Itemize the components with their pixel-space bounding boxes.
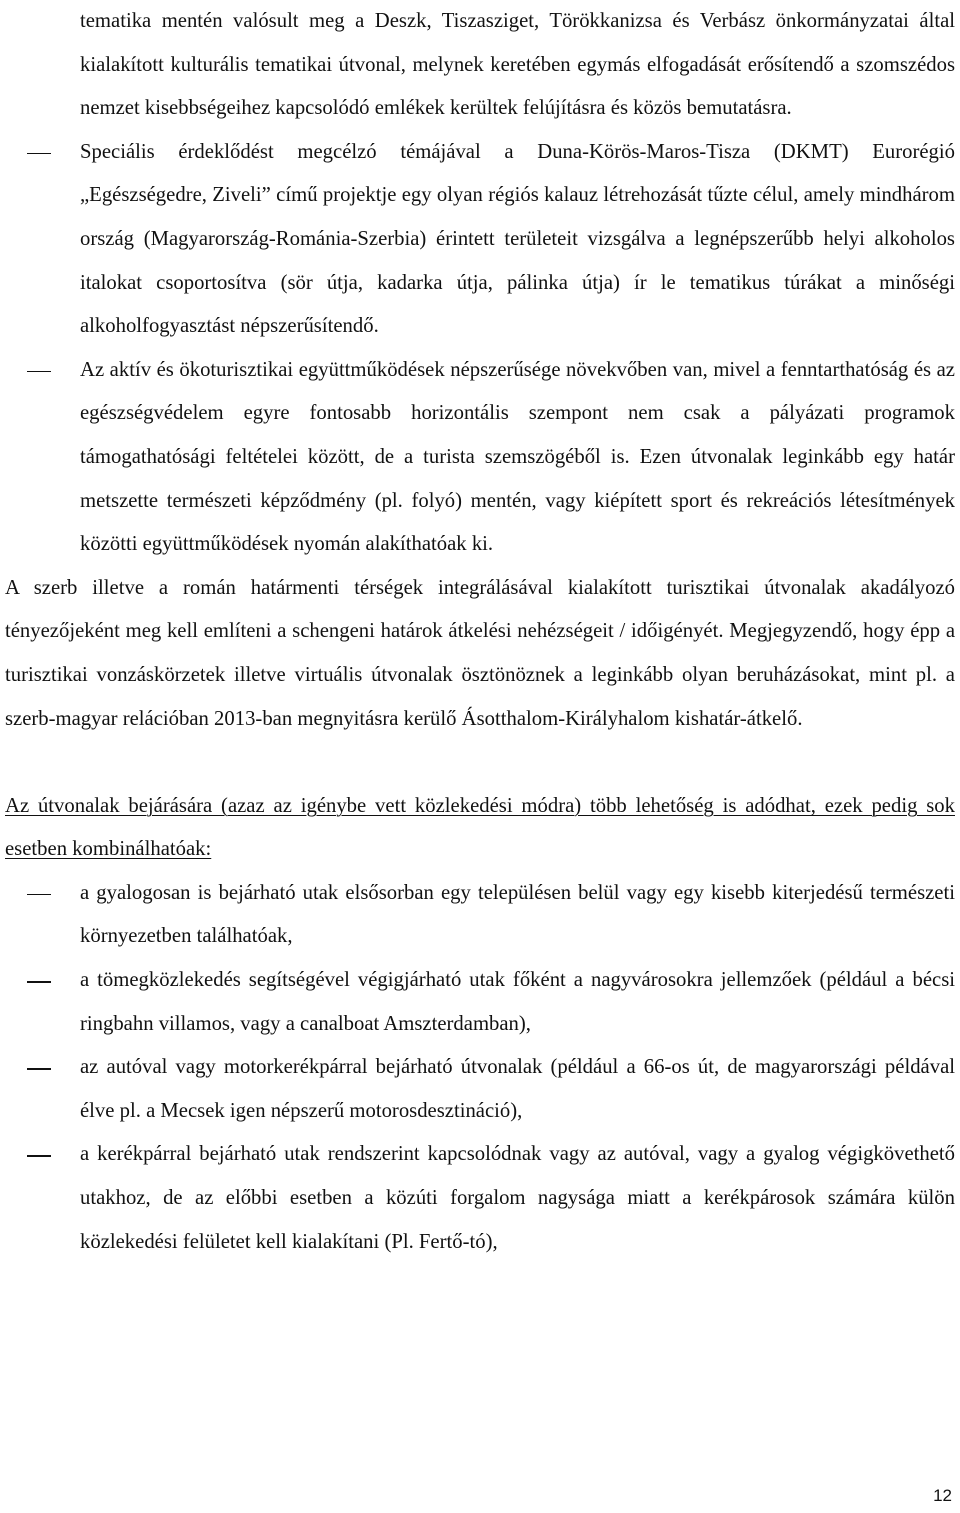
list-item-eco-tourism bbox=[5, 349, 955, 567]
document-body bbox=[5, 0, 955, 1264]
page-number: 12 bbox=[933, 1486, 952, 1505]
list-item-text: Az aktív és ökoturisztikai együttműködések népszerűsége növekvőben van, mivel a fenntarthatóság és az egészségvédelem egyre fontosabb horizontális szempont nem csak a pályázati programok támogathatósági feltételei között, de a turista szemszögéből is. Ezen útvonalak leginkább egy határ metszette természeti képződmény (pl. folyó) mentén, vagy kiépített sport és rekreációs létesítmények közötti együttműködések nyomán alakíthatóak ki. bbox=[80, 358, 955, 556]
list-item-text: Speciális érdeklődést megcélzó témájával a Duna-Körös-Maros-Tisza (DKMT) Eurorégió „Egészségedre, Ziveli” című projektje egy olyan régiós kalauz létrehozását tűzte célul, amely mindhárom ország (Magyarország-Románia-Szerbia) érintett területeit vizsgálva a legnépszerűbb helyi alkoholos italokat csoportosítva (sör útja, kadarka útja, pálinka útja) ír le tematikus túrákat a minőségi alkoholfogyasztást népszerűsítendő. bbox=[80, 140, 955, 338]
list-item-bicycle bbox=[5, 1133, 955, 1264]
paragraph-spacer bbox=[5, 741, 955, 785]
list-item-text: az autóval vagy motorkerékpárral bejárható útvonalak (például a 66-os út, de magyarországi példával élve pl. a Mecsek igen népszerű motorosdesztináció), bbox=[80, 1056, 955, 1122]
underlined-intro-paragraph: Az útvonalak bejárására (azaz az igénybe vett közlekedési módra) több lehetőség is adódhat, ezek pedig sok esetben kombinálhatóak: bbox=[5, 794, 955, 861]
list-item-public-transport bbox=[5, 959, 955, 1046]
list-item-text: a kerékpárral bejárható utak rendszerint kapcsolódnak vagy az autóval, vagy a gyalog végigkövethető utakhoz, de az előbbi esetben a közúti forgalom nagysága miatt a kerékpárosok számára külön közlekedési felületet kell kialakítani (Pl. Fertő-tó), bbox=[80, 1143, 955, 1253]
continued-list-item bbox=[5, 0, 955, 131]
list-item-text: a tömegközlekedés segítségével végigjárható utak főként a nagyvárosokra jellemzőek (például a bécsi ringbahn villamos, vagy a canalboat Amszterdamban), bbox=[80, 969, 955, 1035]
list-item-ziveli-project bbox=[5, 131, 955, 349]
list-item-car-motorcycle bbox=[5, 1046, 955, 1133]
list-item-text: a gyalogosan is bejárható utak elsősorban egy településen belül vagy egy kisebb kiterjedésű természeti környezetben találhatóak, bbox=[80, 881, 955, 948]
continued-list-item-text: tematika mentén valósult meg a Deszk, Tiszasziget, Törökkanizsa és Verbász önkormányzatai által kialakított kulturális tematikai útvonal, melynek keretében egymás elfogadását erősítendő a szomszédos nemzet kisebbségeihez kapcsolódó emlékek kerültek felújításra és közös bemutatásra. bbox=[80, 10, 955, 120]
list-item-walking bbox=[5, 872, 955, 959]
document-page bbox=[5, 0, 955, 1513]
body-paragraph: A szerb illetve a román határmenti térségek integrálásával kialakított turisztikai útvonalak akadályozó tényezőjeként meg kell említeni a schengeni határok átkelési nehézségeit / időigényét. Megjegyzendő, hogy épp a turisztikai vonzáskörzetek illetve virtuális útvonalak ösztönöznek a leginkább olyan beruházásokat, mint pl. a szerb-magyar relációban 2013-ban megnyitásra kerülő Ásotthalom-Királyhalom kishatár-átkelő. bbox=[5, 576, 955, 730]
